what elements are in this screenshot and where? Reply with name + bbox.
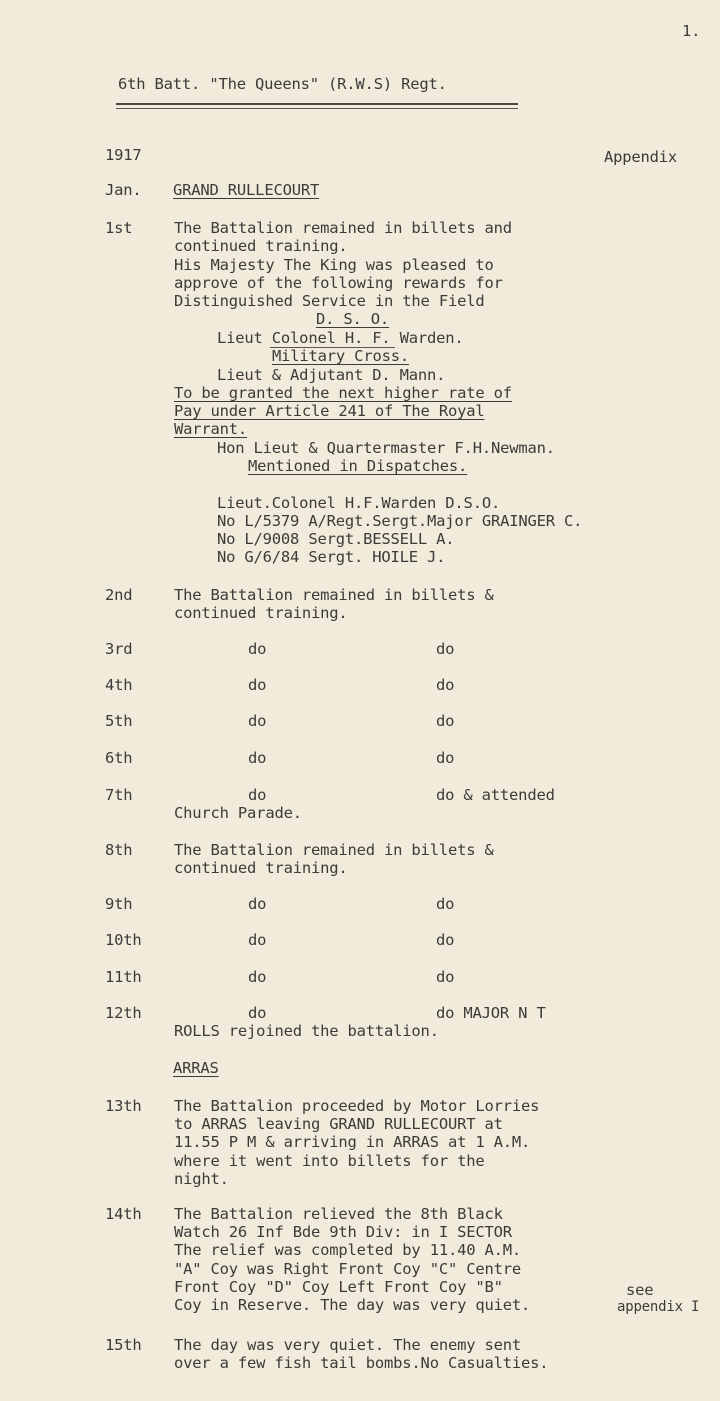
pay-line: Pay under Article 241 of The Royal (174, 402, 485, 420)
day-label: 8th (105, 841, 133, 859)
entry-line: Front Coy "D" Coy Left Front Coy "B" (174, 1278, 503, 1296)
battalion-header: 6th Batt. "The Queens" (R.W.S) Regt. (118, 75, 447, 93)
entry-line: "A" Coy was Right Front Coy "C" Centre (174, 1260, 522, 1278)
entry-line: where it went into billets for the (174, 1152, 485, 1170)
mc-name: Lieut & Adjutant D. Mann. (217, 366, 446, 384)
header-underline-2 (116, 108, 518, 109)
ditto: do MAJOR N T (436, 1004, 546, 1022)
day-label: 7th (105, 786, 133, 804)
ditto: do (248, 749, 267, 767)
header-underline-1 (116, 103, 518, 105)
entry-line: continued training. (174, 237, 348, 255)
mid-name: Lieut.Colonel H.F.Warden D.S.O. (217, 494, 501, 512)
entry-line: Watch 26 Inf Bde 9th Div: in I SECTOR (174, 1223, 512, 1241)
entry-line: His Majesty The King was pleased to (174, 256, 494, 274)
day-label: 12th (105, 1004, 142, 1022)
ditto: do (436, 931, 455, 949)
margin-see: see (626, 1281, 654, 1299)
entry-line: The relief was completed by 11.40 A.M. (174, 1241, 522, 1259)
entry-line: night. (174, 1170, 229, 1188)
entry-line: over a few fish tail bombs.No Casualties. (174, 1354, 549, 1372)
ditto: do (436, 676, 455, 694)
pay-name: Hon Lieut & Quartermaster F.H.Newman. (217, 439, 555, 457)
day-label: 9th (105, 895, 133, 913)
ditto: do (436, 968, 455, 986)
ditto: do (436, 712, 455, 730)
entry-line: ROLLS rejoined the battalion. (174, 1022, 439, 1040)
ditto: do (248, 931, 267, 949)
entry-line: The day was very quiet. The enemy sent (174, 1336, 522, 1354)
entry-line: continued training. (174, 604, 348, 622)
appendix-label: Appendix (604, 148, 678, 166)
pay-line: Warrant. (174, 420, 248, 438)
ditto: do & attended (436, 786, 555, 804)
mid-heading: Mentioned in Dispatches. (248, 457, 468, 475)
entry-line: to ARRAS leaving GRAND RULLECOURT at (174, 1115, 503, 1133)
ditto: do (436, 895, 455, 913)
ditto: do (248, 895, 267, 913)
entry-line: 11.55 P M & arriving in ARRAS at 1 A.M. (174, 1133, 531, 1151)
entry-line: Distinguished Service in the Field (174, 292, 485, 310)
ditto: do (248, 786, 267, 804)
ditto: do (248, 968, 267, 986)
day-label: 2nd (105, 586, 133, 604)
place-heading-arras: ARRAS (173, 1059, 219, 1077)
ditto: do (248, 712, 267, 730)
entry-line: approve of the following rewards for (174, 274, 503, 292)
month: Jan. (105, 181, 142, 199)
entry-line: Coy in Reserve. The day was very quiet. (174, 1296, 531, 1314)
day-label: 14th (105, 1205, 142, 1223)
place-heading-grand-rullecourt: GRAND RULLECOURT (173, 181, 320, 199)
entry-line: continued training. (174, 859, 348, 877)
day-label: 3rd (105, 640, 133, 658)
day-label: 15th (105, 1336, 142, 1354)
day-label: 5th (105, 712, 133, 730)
mid-name: No L/5379 A/Regt.Sergt.Major GRAINGER C. (217, 512, 583, 530)
entry-line: The Battalion remained in billets and (174, 219, 512, 237)
mid-name: No G/6/84 Sergt. HOILE J. (217, 548, 446, 566)
mid-name: No L/9008 Sergt.BESSELL A. (217, 530, 455, 548)
day-label: 10th (105, 931, 142, 949)
ditto: do (248, 1004, 267, 1022)
ditto: do (248, 676, 267, 694)
day-label: 11th (105, 968, 142, 986)
entry-line: The Battalion remained in billets & (174, 586, 494, 604)
day-label: 13th (105, 1097, 142, 1115)
entry-line: The Battalion proceeded by Motor Lorries (174, 1097, 540, 1115)
day-label: 4th (105, 676, 133, 694)
dso-heading: D. S. O. (316, 310, 390, 328)
entry-line: Church Parade. (174, 804, 302, 822)
pay-line: To be granted the next higher rate of (174, 384, 512, 402)
margin-appendix: appendix I (617, 1299, 700, 1315)
entry-line: The Battalion relieved the 8th Black (174, 1205, 503, 1223)
ditto: do (436, 640, 455, 658)
ditto: do (248, 640, 267, 658)
page-number: 1. (682, 22, 701, 40)
dso-name: Lieut Colonel H. F. Warden. (217, 329, 464, 347)
day-label: 1st (105, 219, 133, 237)
mc-heading: Military Cross. (272, 347, 409, 365)
ditto: do (436, 749, 455, 767)
day-label: 6th (105, 749, 133, 767)
year: 1917 (105, 146, 142, 164)
entry-line: The Battalion remained in billets & (174, 841, 494, 859)
